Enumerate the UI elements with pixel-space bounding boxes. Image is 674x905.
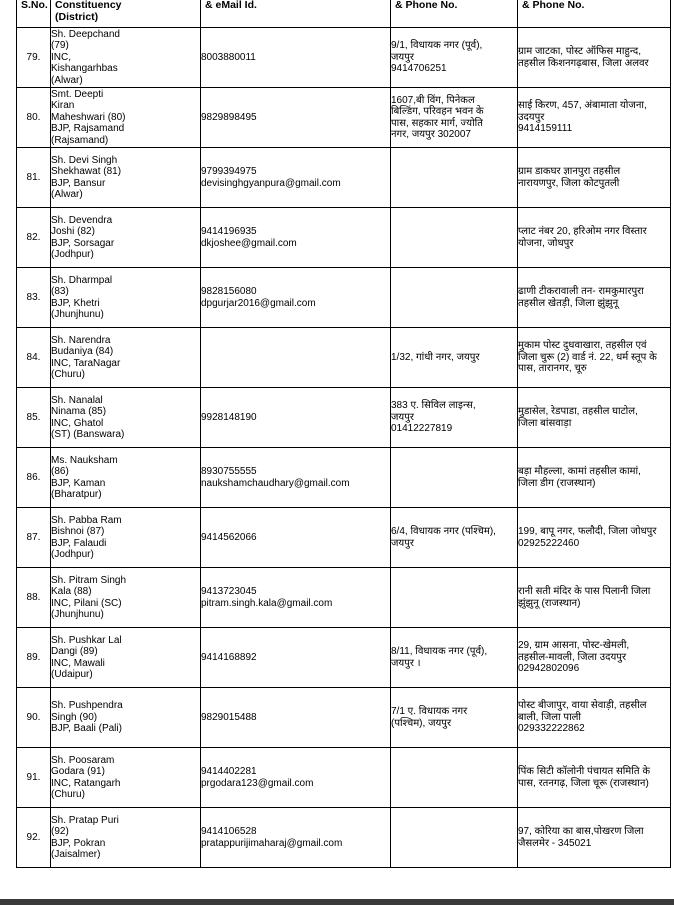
text-line: नारायणपुर, जिला कोटपुतली: [518, 177, 620, 189]
text-line: 8930755555: [201, 466, 257, 477]
serial-number: 89.: [26, 651, 41, 663]
serial-number: 88.: [26, 591, 41, 603]
text-line: 9828156080: [201, 286, 257, 297]
table-row: [17, 88, 671, 148]
member-name-cell: [51, 508, 201, 568]
text-line: नगर, जयपुर 302007: [391, 129, 471, 140]
text-line: dpgurjar2016@gmail.com: [201, 297, 316, 309]
text-line: (Churu): [51, 369, 85, 380]
text-line: (Jhunjhunu): [51, 609, 104, 620]
text-line: 9414706251: [391, 63, 447, 75]
mla-contact-table: [16, 0, 671, 868]
table-row: [17, 208, 671, 268]
serial-number-cell: [17, 28, 51, 88]
contact-cell: [201, 208, 391, 268]
table-row: [17, 628, 671, 688]
text-line: (Jodhpur): [51, 249, 94, 260]
member-name-cell: [51, 748, 201, 808]
text-line: (79): [51, 40, 69, 52]
member-name-cell: [51, 148, 201, 208]
text-line: 9414196935: [201, 226, 257, 237]
contact-cell: [201, 88, 391, 148]
text-line: (Alwar): [51, 74, 83, 86]
text-line: तहसील किशनगढ़बास, जिला अलवर: [518, 57, 649, 69]
local-address-cell: [391, 688, 518, 748]
text-line: 1/32, गांधी नगर, जयपुर: [391, 351, 480, 363]
text-line: 1607,बी विंग, पिनेकल: [391, 94, 475, 106]
text-line: 9829015488: [201, 711, 257, 723]
member-name-cell: [51, 448, 201, 508]
text-line: 9414159111: [518, 123, 573, 135]
member-name-cell: [51, 28, 201, 88]
text-line: 9413723045: [201, 586, 257, 597]
member-name-cell: [51, 328, 201, 388]
text-line: INC, Ghatol: [51, 417, 104, 429]
text-line: मुकाम पोस्ट दुधवाखारा, तहसील एवं: [518, 340, 647, 352]
text-line: Sh. Nanalal: [51, 394, 103, 406]
text-line: 7/1 ए. विधायक नगर: [391, 706, 468, 717]
text-line: INC,: [51, 51, 71, 63]
text-line: 9829898495: [201, 111, 257, 123]
contact-cell: [201, 328, 391, 388]
contact-cell: [201, 688, 391, 748]
text-line: 9799394975: [201, 166, 257, 177]
contact-cell: [201, 568, 391, 628]
text-line: INC, Ratangarh: [51, 777, 121, 789]
serial-number-cell: [17, 88, 51, 148]
serial-number: 81.: [26, 171, 41, 183]
text-line: 9414168892: [201, 651, 257, 663]
serial-number-cell: [17, 148, 51, 208]
table-row: [17, 748, 671, 808]
text-line: मुडासेल, रेडपाडा, तहसील घाटोल,: [518, 406, 638, 417]
permanent-address-cell: [518, 28, 671, 88]
text-line: तहसील खेतड़ी, जिला झुंझुनू: [518, 297, 619, 309]
text-line: (92): [51, 826, 69, 837]
member-name-cell: [51, 388, 201, 448]
text-line: पास, तारानगर, चूरु: [518, 363, 587, 375]
contact-cell: [201, 268, 391, 328]
text-line: पास, सहकार मार्ग, ज्योति: [391, 117, 483, 129]
text-line: 9928148190: [201, 411, 257, 423]
text-line: 97, कोरिया का बास,पोखरण जिला: [518, 826, 644, 837]
text-line: (ST) (Banswara): [51, 429, 125, 440]
text-line: 029332222862: [518, 723, 585, 735]
text-line: पिंक सिटी कॉलोनी पंचायत समिति के: [518, 766, 651, 777]
serial-number: 91.: [26, 771, 41, 783]
serial-number-cell: [17, 328, 51, 388]
header-sno: S.No.: [17, 0, 51, 28]
contact-cell: [201, 808, 391, 868]
text-line: & eMail Id.: [205, 0, 257, 11]
serial-number-cell: [17, 448, 51, 508]
text-line: BJP, Kaman: [51, 477, 106, 489]
text-line: Sh. Dharmpal: [51, 274, 113, 286]
contact-cell: [201, 388, 391, 448]
text-line: (Alwar): [51, 189, 83, 200]
text-line: pratappurijimaharaj@gmail.com: [201, 837, 343, 849]
local-address-cell: [391, 568, 518, 628]
serial-number-cell: [17, 268, 51, 328]
text-line: Kishangarhbas: [51, 63, 118, 75]
member-name-cell: [51, 88, 201, 148]
text-line: Godara (91): [51, 766, 105, 777]
text-line: (District): [55, 11, 99, 23]
local-address-cell: [391, 508, 518, 568]
text-line: dkjoshee@gmail.com: [201, 237, 297, 249]
contact-cell: [201, 628, 391, 688]
table-row: [17, 28, 671, 88]
serial-number: 80.: [26, 111, 41, 123]
text-line: रानी सती मंदिर के पास पिलानी जिला: [518, 586, 651, 597]
local-address-cell: [391, 268, 518, 328]
text-line: Ninama (85): [51, 406, 107, 417]
text-line: (पश्चिम), जयपुर: [391, 717, 452, 729]
table-row: [17, 328, 671, 388]
text-line: झुंझुनू (राजस्थान): [518, 597, 581, 609]
text-line: 01412227819: [391, 423, 453, 435]
text-line: BJP, Bansur: [51, 177, 106, 189]
member-name-cell: [51, 268, 201, 328]
text-line: जिला चुरू (2) वार्ड नं. 22, धर्म स्तूप के: [518, 351, 657, 363]
text-line: (Rajsamand): [51, 134, 109, 146]
text-line: Sh. Pabba Ram: [51, 514, 122, 526]
permanent-address-cell: [518, 148, 671, 208]
member-name-cell: [51, 628, 201, 688]
local-address-cell: [391, 28, 518, 88]
text-line: साई किरण, 457, अंबामाता योजना,: [518, 100, 647, 112]
permanent-address-cell: [518, 688, 671, 748]
serial-number: 87.: [26, 531, 41, 543]
text-line: (86): [51, 466, 69, 477]
viewer-bottom-edge: [0, 899, 674, 905]
text-line: (Jaisalmer): [51, 849, 101, 860]
header-local-address: [391, 0, 518, 28]
text-line: उदयपुर: [518, 111, 545, 123]
text-line: Smt. Deepti: [51, 88, 104, 100]
permanent-address-cell: [518, 268, 671, 328]
text-line: तहसील-मावली, जिला उदयपुर: [518, 651, 627, 663]
member-name-cell: [51, 208, 201, 268]
permanent-address-cell: [518, 388, 671, 448]
text-line: Joshi (82): [51, 226, 95, 237]
permanent-address-cell: [518, 448, 671, 508]
table-row: [17, 388, 671, 448]
text-line: BJP, Baali (Pali): [51, 723, 122, 735]
text-line: 02942802096: [518, 663, 580, 675]
text-line: जैसलमेर - 345021: [518, 837, 592, 849]
table-row: [17, 508, 671, 568]
serial-number: 84.: [26, 351, 41, 363]
text-line: Sh. Narendra: [51, 334, 111, 346]
permanent-address-cell: [518, 208, 671, 268]
text-line: BJP, Sorsagar: [51, 237, 115, 249]
text-line: (Jodhpur): [51, 549, 94, 560]
text-line: Maheshwari (80): [51, 111, 126, 123]
table-row: [17, 448, 671, 508]
local-address-cell: [391, 388, 518, 448]
table-row: [17, 148, 671, 208]
permanent-address-cell: [518, 508, 671, 568]
serial-number-cell: [17, 208, 51, 268]
text-line: Shekhawat (81): [51, 166, 122, 177]
text-line: जिला बांसवाड़ा: [518, 417, 572, 429]
local-address-cell: [391, 88, 518, 148]
header-contact: [201, 0, 391, 28]
text-line: योजना, जोधपुर: [518, 237, 574, 249]
text-line: जिला डीग (राजस्थान): [518, 477, 596, 489]
text-line: (83): [51, 286, 69, 297]
permanent-address-cell: [518, 568, 671, 628]
text-line: Kala (88): [51, 586, 92, 597]
permanent-address-cell: [518, 808, 671, 868]
text-line: ग्राम डाकघर ज्ञानपुरा तहसील: [518, 166, 621, 177]
header-permanent-address: [518, 0, 671, 28]
contact-cell: [201, 148, 391, 208]
serial-number-cell: [17, 748, 51, 808]
table-row: [17, 688, 671, 748]
serial-number-cell: [17, 688, 51, 748]
text-line: (Bharatpur): [51, 489, 102, 500]
member-name-cell: [51, 808, 201, 868]
text-line: 383 ए. सिविल लाइन्स,: [391, 400, 476, 412]
text-line: & Phone No.: [395, 0, 458, 11]
text-line: INC, Mawali: [51, 657, 105, 669]
text-line: 02925222460: [518, 537, 580, 549]
text-line: 8003880011: [201, 51, 256, 63]
text-line: जयपुर ।: [391, 657, 421, 669]
text-line: जयपुर: [391, 537, 414, 549]
local-address-cell: [391, 628, 518, 688]
text-line: 9414562066: [201, 531, 257, 543]
serial-number-cell: [17, 628, 51, 688]
permanent-address-cell: [518, 88, 671, 148]
local-address-cell: [391, 448, 518, 508]
text-line: Ms. Nauksham: [51, 454, 118, 466]
serial-number: 90.: [26, 711, 41, 723]
text-line: Dangi (89): [51, 646, 98, 657]
text-line: Sh. Pitram Singh: [51, 574, 127, 586]
serial-number-cell: [17, 808, 51, 868]
text-line: INC, Pilani (SC): [51, 597, 122, 609]
text-line: 9414402281: [201, 766, 257, 777]
local-address-cell: [391, 808, 518, 868]
text-line: Sh. Poosaram: [51, 754, 115, 766]
local-address-cell: [391, 148, 518, 208]
text-line: ग्राम जाटका, पोस्ट ऑफिस माहुन्द,: [518, 46, 641, 57]
text-line: प्लाट नंबर 20, हरिओम नगर विस्तार: [518, 226, 647, 237]
text-line: pitram.singh.kala@gmail.com: [201, 597, 333, 609]
serial-number: 92.: [26, 831, 41, 843]
text-line: prgodara123@gmail.com: [201, 777, 314, 789]
text-line: Bishnoi (87): [51, 526, 105, 537]
table-header-row: [17, 0, 671, 28]
text-line: बाली, जिला पाली: [518, 711, 582, 723]
text-line: Sh. Pushpendra: [51, 700, 123, 712]
text-line: जयपुर: [391, 51, 414, 63]
text-line: Sh. Deepchand: [51, 28, 120, 40]
contact-cell: [201, 508, 391, 568]
text-line: (Jhunjhunu): [51, 309, 104, 320]
text-line: Constituency: [55, 0, 122, 11]
text-line: Sh. Pushkar Lal: [51, 634, 122, 646]
text-line: 199, बापू नगर, फलौदी, जिला जोधपुर: [518, 526, 657, 537]
text-line: BJP, Falaudi: [51, 537, 107, 549]
text-line: devisinghgyanpura@gmail.com: [201, 177, 341, 189]
text-line: पास, रतनगढ़, जिला चूरू (राजस्थान): [518, 777, 649, 789]
text-line: & Phone No.: [522, 0, 585, 11]
text-line: Sh. Devendra: [51, 214, 113, 226]
text-line: Kiran: [51, 100, 75, 112]
text-line: 6/4, विधायक नगर (पश्चिम),: [391, 526, 496, 537]
permanent-address-cell: [518, 328, 671, 388]
local-address-cell: [391, 208, 518, 268]
serial-number-cell: [17, 388, 51, 448]
text-line: बिल्डिंग, परिवहन भवन के: [391, 106, 484, 117]
header-name: [51, 0, 201, 28]
serial-number: 85.: [26, 411, 41, 423]
text-line: ढाणी टीकरावाली तन- रामकुमारपुरा: [518, 286, 644, 297]
local-address-cell: [391, 748, 518, 808]
serial-number-cell: [17, 508, 51, 568]
text-line: जयपुर: [391, 411, 414, 423]
text-line: (Udaipur): [51, 669, 93, 680]
text-line: पोस्ट बीजापुर, वाया सेवाड़ी, तहसील: [518, 700, 647, 712]
member-name-cell: [51, 568, 201, 628]
contact-cell: [201, 28, 391, 88]
text-line: BJP, Rajsamand: [51, 123, 125, 135]
table-row: [17, 568, 671, 628]
text-line: 8/11, विधायक नगर (पूर्व),: [391, 646, 488, 657]
table-row: [17, 808, 671, 868]
permanent-address-cell: [518, 628, 671, 688]
serial-number-cell: [17, 568, 51, 628]
permanent-address-cell: [518, 748, 671, 808]
text-line: naukshamchaudhary@gmail.com: [201, 477, 350, 489]
text-line: Budaniya (84): [51, 346, 114, 357]
serial-number: 79.: [26, 51, 41, 63]
text-line: बड़ा मौहल्ला, कामां तहसील कामां,: [518, 466, 641, 477]
text-line: 9/1, विधायक नगर (पूर्व),: [391, 40, 483, 52]
member-name-cell: [51, 688, 201, 748]
serial-number: 83.: [26, 291, 41, 303]
text-line: Sh. Pratap Puri: [51, 814, 119, 826]
text-line: Sh. Devi Singh: [51, 154, 118, 166]
local-address-cell: [391, 328, 518, 388]
serial-number: 82.: [26, 231, 41, 243]
text-line: Singh (90): [51, 711, 98, 723]
table-row: [17, 268, 671, 328]
text-line: INC, TaraNagar: [51, 357, 121, 369]
serial-number: 86.: [26, 471, 41, 483]
text-line: BJP, Pokran: [51, 837, 106, 849]
contact-cell: [201, 448, 391, 508]
text-line: (Churu): [51, 789, 85, 800]
contact-cell: [201, 748, 391, 808]
text-line: 29, ग्राम आसना, पोस्ट-खेमली,: [518, 640, 630, 652]
text-line: BJP, Khetri: [51, 297, 100, 309]
text-line: 9414106528: [201, 826, 257, 837]
